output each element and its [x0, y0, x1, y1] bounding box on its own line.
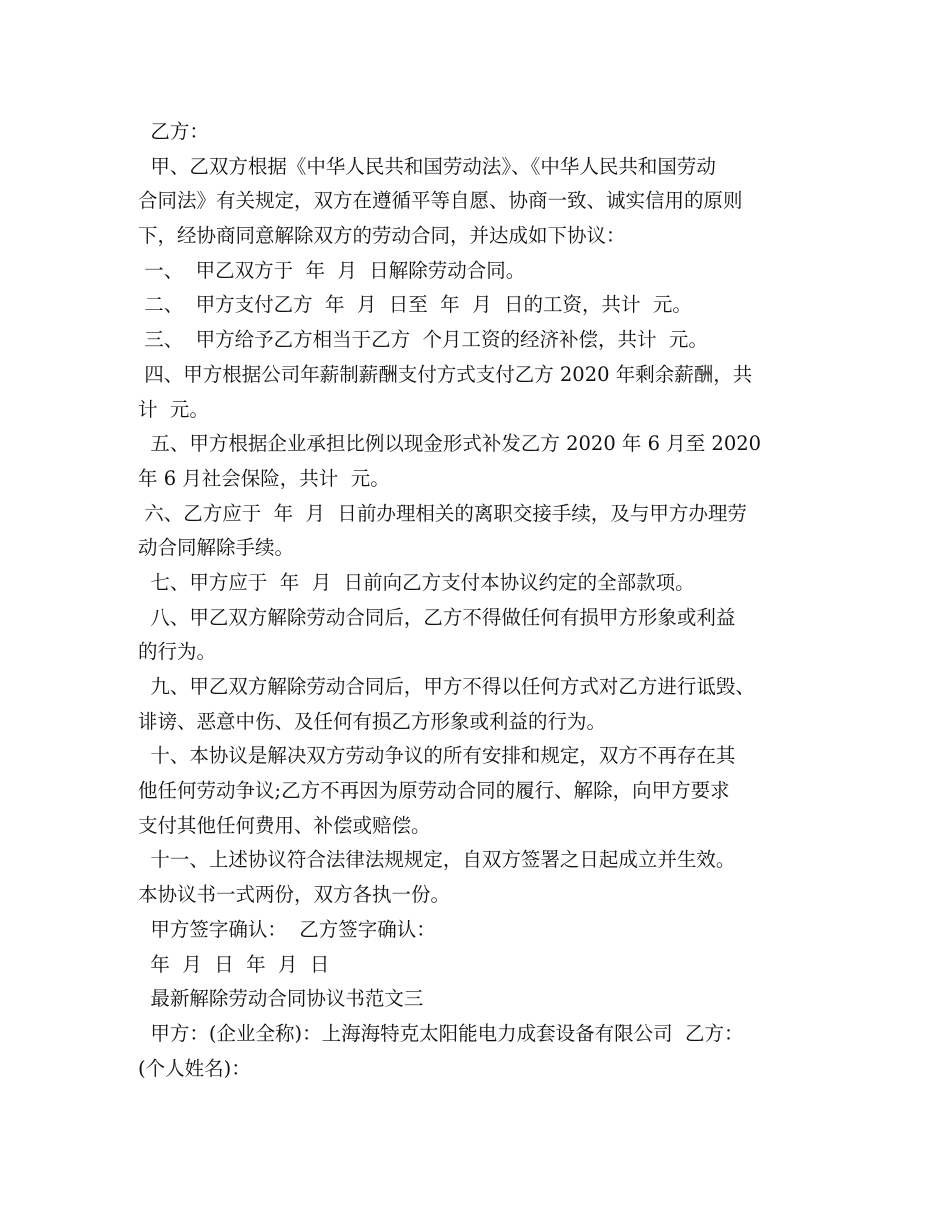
text-line: 甲方：(企业全称)：上海海特克太阳能电力成套设备有限公司 乙方： — [138, 1021, 744, 1045]
text-line: 十一、上述协议符合法律法规规定，自双方签署之日起成立并生效。 — [138, 848, 736, 872]
text-line: 三、 甲方给予乙方相当于乙方 个月工资的经济补偿，共计 元。 — [138, 328, 708, 352]
text-line: 九、甲乙双方解除劳动合同后，甲方不得以任何方式对乙方进行诋毁、 — [138, 675, 755, 698]
text-line: 诽谤、恶意中伤、及任何有损乙方形象或利益的行为。 — [138, 709, 607, 733]
text-line: 八、甲乙双方解除劳动合同后，乙方不得做任何有损甲方形象或利益 — [138, 605, 736, 629]
text-line: 他任何劳动争议;乙方不再因为原劳动合同的履行、解除，向甲方要求 — [138, 779, 730, 803]
text-line: 合同法》有关规定，双方在遵循平等自愿、协商一致、诚实信用的原则 — [138, 189, 743, 213]
text-line: 五、甲方根据企业承担比例以现金形式补发乙方 2020 年 6 月至 2020 — [138, 432, 762, 456]
text-line: 七、甲方应于 年 月 日前向乙方支付本协议约定的全部款项。 — [138, 570, 695, 594]
text-line: 乙方： — [138, 120, 209, 143]
text-line: (个人姓名)： — [138, 1056, 251, 1080]
text-line: 二、 甲方支付乙方 年 月 日至 年 月 日的工资，共计 元。 — [138, 293, 692, 317]
text-line: 计 元。 — [138, 397, 209, 421]
text-line: 下，经协商同意解除双方的劳动合同，并达成如下协议： — [138, 224, 626, 248]
text-line: 最新解除劳动合同协议书范文三 — [138, 987, 424, 1011]
text-line: 甲方签字确认： 乙方签字确认： — [138, 917, 436, 941]
document-body — [138, 115, 828, 1086]
text-line: 六、乙方应于 年 月 日前办理相关的离职交接手续，及与甲方办理劳 — [138, 501, 747, 525]
text-line: 四、甲方根据公司年薪制薪酬支付方式支付乙方 2020 年剩余薪酬，共 — [138, 362, 753, 386]
text-line: 年 6 月社会保险，共计 元。 — [138, 466, 390, 490]
text-line: 本协议书一式两份，双方各执一份。 — [138, 883, 451, 907]
text-line: 甲、乙双方根据《中华人民共和国劳动法》、《中华人民共和国劳动 — [138, 154, 716, 178]
text-line: 年 月 日 年 月 日 — [138, 952, 330, 976]
text-line: 的行为。 — [138, 640, 217, 664]
text-line: 十、本协议是解决双方劳动争议的所有安排和规定，双方不再存在其 — [138, 744, 736, 768]
text-line: 动合同解除手续。 — [138, 536, 295, 560]
text-line: 一、 甲乙双方于 年 月 日解除劳动合同。 — [138, 258, 526, 282]
text-line: 支付其他任何费用、补偿或赔偿。 — [138, 813, 431, 837]
